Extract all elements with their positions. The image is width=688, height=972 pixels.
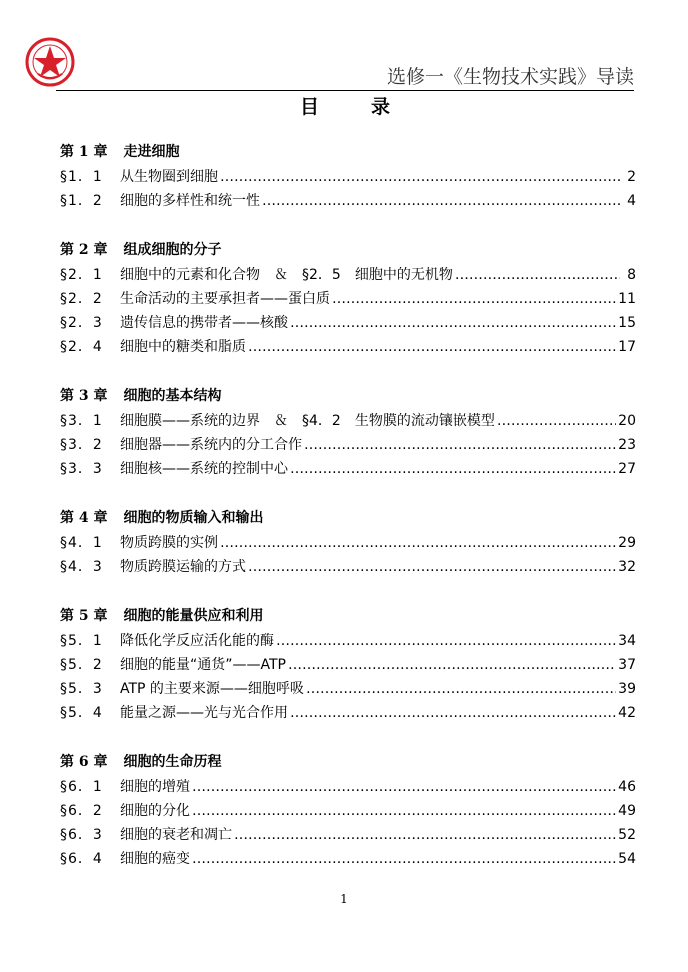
dot-leader — [262, 189, 620, 213]
section-number: §4．3 — [60, 559, 103, 575]
chapter-block — [60, 140, 636, 213]
section-number: §1．2 — [60, 193, 103, 209]
page-ref: 32 — [618, 559, 636, 575]
page-ref: 17 — [618, 339, 636, 355]
page-ref: 29 — [618, 535, 636, 551]
dot-leader — [290, 457, 616, 481]
chapter-block — [60, 604, 636, 725]
chapter-number: 第 2 章 — [60, 242, 108, 258]
toc-entry[interactable] — [60, 653, 636, 677]
page-ref: 11 — [618, 291, 636, 307]
toc-entry[interactable] — [60, 165, 636, 189]
section-title: 细胞中的元素和化合物 ＆ §2．5 细胞中的无机物 — [120, 267, 453, 283]
section-title: 细胞的衰老和凋亡 — [120, 827, 232, 843]
toc-entry[interactable] — [60, 799, 636, 823]
chapter-title: 组成细胞的分子 — [123, 242, 222, 258]
chapter-block — [60, 384, 636, 481]
section-number: §2．3 — [60, 315, 103, 331]
section-number: §3．1 — [60, 413, 103, 429]
section-title: 细胞的能量“通货”——ATP — [120, 657, 286, 673]
toc-entry[interactable] — [60, 311, 636, 335]
section-number: §5．3 — [60, 681, 103, 697]
chapter-number: 第 4 章 — [60, 510, 108, 526]
section-number: §2．1 — [60, 267, 103, 283]
page-ref: 46 — [618, 779, 636, 795]
page-ref: 42 — [618, 705, 636, 721]
section-number: §6．1 — [60, 779, 103, 795]
section-number: §2．2 — [60, 291, 103, 307]
document-header-title: 选修一《生物技术实践》导读 — [386, 66, 634, 88]
chapter-title: 细胞的物质输入和输出 — [123, 510, 264, 526]
dot-leader — [192, 775, 616, 799]
section-number: §5．4 — [60, 705, 103, 721]
section-title: 细胞核——系统的控制中心 — [120, 461, 288, 477]
chapter-number: 第 5 章 — [60, 608, 108, 624]
page-ref: 4 — [627, 193, 636, 209]
section-number: §1．1 — [60, 169, 103, 185]
dot-leader — [248, 555, 616, 579]
chapter-heading — [60, 604, 636, 628]
page-ref: 49 — [618, 803, 636, 819]
header-divider — [56, 90, 634, 91]
section-number: §2．4 — [60, 339, 103, 355]
page-number: 1 — [340, 892, 348, 906]
page-ref: 15 — [618, 315, 636, 331]
section-title: 细胞中的糖类和脂质 — [120, 339, 246, 355]
chapter-heading — [60, 750, 636, 774]
dot-leader — [220, 165, 620, 189]
section-title: 物质跨膜的实例 — [120, 535, 218, 551]
toc-entry[interactable] — [60, 531, 636, 555]
dot-leader — [192, 847, 616, 871]
toc-entry[interactable] — [60, 555, 636, 579]
toc-entry[interactable] — [60, 189, 636, 213]
section-title: 细胞的癌变 — [120, 851, 190, 867]
chapter-block — [60, 238, 636, 359]
section-title: 细胞的多样性和统一性 — [120, 193, 260, 209]
section-title: 物质跨膜运输的方式 — [120, 559, 246, 575]
page-ref: 23 — [618, 437, 636, 453]
chapter-block — [60, 506, 636, 579]
toc-entry[interactable] — [60, 457, 636, 481]
dot-leader — [276, 629, 616, 653]
toc-entry[interactable] — [60, 847, 636, 871]
section-number: §3．3 — [60, 461, 103, 477]
chapter-heading — [60, 140, 636, 164]
toc-entry[interactable] — [60, 629, 636, 653]
toc-entry[interactable] — [60, 701, 636, 725]
chapter-heading — [60, 506, 636, 530]
dot-leader — [304, 433, 616, 457]
chapter-title: 细胞的生命历程 — [123, 754, 222, 770]
toc-entry[interactable] — [60, 335, 636, 359]
section-title: 遗传信息的携带者——核酸 — [120, 315, 288, 331]
section-title: 细胞的分化 — [120, 803, 190, 819]
section-title: 细胞的增殖 — [120, 779, 190, 795]
page-ref: 8 — [627, 267, 636, 283]
toc-entry[interactable] — [60, 677, 636, 701]
dot-leader — [288, 653, 616, 677]
dot-leader — [234, 823, 616, 847]
section-number: §3．2 — [60, 437, 103, 453]
section-number: §6．3 — [60, 827, 103, 843]
dot-leader — [220, 531, 616, 555]
dot-leader — [455, 263, 620, 287]
page-ref: 39 — [618, 681, 636, 697]
toc-entry[interactable] — [60, 409, 636, 433]
chapter-number: 第 1 章 — [60, 144, 108, 160]
section-number: §4．1 — [60, 535, 103, 551]
dot-leader — [497, 409, 616, 433]
section-title: 细胞器——系统内的分工合作 — [120, 437, 302, 453]
page-ref: 27 — [618, 461, 636, 477]
page-ref: 20 — [618, 413, 636, 429]
section-title: 从生物圈到细胞 — [120, 169, 218, 185]
toc-entry[interactable] — [60, 823, 636, 847]
toc-entry[interactable] — [60, 775, 636, 799]
chapter-block — [60, 750, 636, 871]
toc-entry[interactable] — [60, 433, 636, 457]
chapter-title: 细胞的基本结构 — [123, 388, 222, 404]
section-number: §6．4 — [60, 851, 103, 867]
table-of-contents — [60, 140, 636, 896]
dot-leader — [290, 701, 616, 725]
page-ref: 34 — [618, 633, 636, 649]
chapter-title: 走进细胞 — [123, 144, 180, 160]
chapter-title: 细胞的能量供应和利用 — [123, 608, 264, 624]
dot-leader — [306, 677, 616, 701]
page-ref: 52 — [618, 827, 636, 843]
page-ref: 54 — [618, 851, 636, 867]
chapter-number: 第 3 章 — [60, 388, 108, 404]
toc-heading: 目录 — [300, 96, 443, 118]
section-title: 细胞膜——系统的边界 ＆ §4．2 生物膜的流动镶嵌模型 — [120, 413, 495, 429]
page-ref: 2 — [627, 169, 636, 185]
chapter-heading — [60, 238, 636, 262]
section-number: §5．1 — [60, 633, 103, 649]
section-title: 能量之源——光与光合作用 — [120, 705, 288, 721]
dot-leader — [290, 311, 616, 335]
section-title: 生命活动的主要承担者——蛋白质 — [120, 291, 330, 307]
dot-leader — [192, 799, 616, 823]
toc-entry[interactable] — [60, 287, 636, 311]
section-number: §5．2 — [60, 657, 103, 673]
section-title: 降低化学反应活化能的酶 — [120, 633, 274, 649]
page-ref: 37 — [618, 657, 636, 673]
toc-entry[interactable] — [60, 263, 636, 287]
section-number: §6．2 — [60, 803, 103, 819]
chapter-heading — [60, 384, 636, 408]
section-title: ATP 的主要来源——细胞呼吸 — [120, 681, 304, 697]
chapter-number: 第 6 章 — [60, 754, 108, 770]
dot-leader — [248, 335, 616, 359]
dot-leader — [332, 287, 616, 311]
